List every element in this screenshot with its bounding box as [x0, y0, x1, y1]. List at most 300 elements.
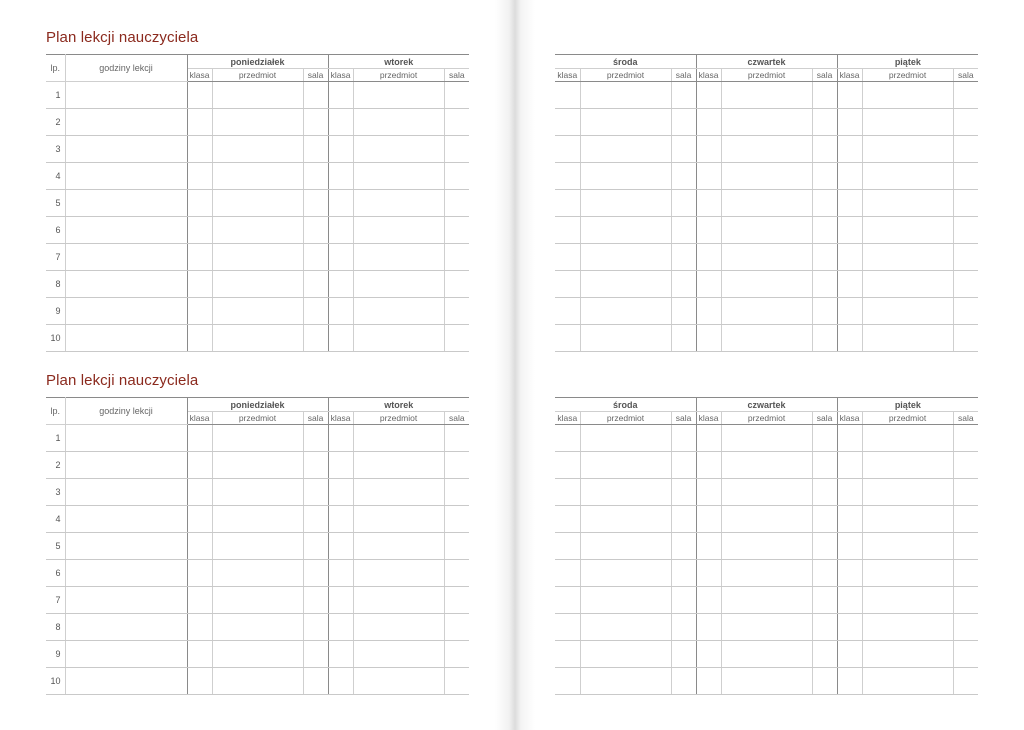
schedule-cell[interactable]: [812, 163, 837, 190]
hours-cell[interactable]: [65, 163, 187, 190]
schedule-cell[interactable]: [953, 506, 978, 533]
hours-cell[interactable]: [65, 533, 187, 560]
schedule-cell[interactable]: [862, 82, 953, 109]
schedule-cell[interactable]: [696, 217, 721, 244]
schedule-cell[interactable]: [953, 298, 978, 325]
schedule-cell[interactable]: [555, 506, 580, 533]
schedule-cell[interactable]: [555, 533, 580, 560]
schedule-cell[interactable]: [555, 217, 580, 244]
schedule-cell[interactable]: [353, 190, 444, 217]
schedule-cell[interactable]: [953, 425, 978, 452]
schedule-cell[interactable]: [812, 190, 837, 217]
hours-cell[interactable]: [65, 587, 187, 614]
schedule-cell[interactable]: [187, 271, 212, 298]
schedule-cell[interactable]: [580, 217, 671, 244]
hours-cell[interactable]: [65, 190, 187, 217]
schedule-cell[interactable]: [303, 425, 328, 452]
schedule-cell[interactable]: [721, 614, 812, 641]
schedule-cell[interactable]: [187, 298, 212, 325]
schedule-cell[interactable]: [444, 533, 469, 560]
schedule-cell[interactable]: [187, 190, 212, 217]
schedule-cell[interactable]: [580, 641, 671, 668]
schedule-cell[interactable]: [555, 641, 580, 668]
schedule-cell[interactable]: [671, 82, 696, 109]
schedule-cell[interactable]: [328, 325, 353, 352]
schedule-cell[interactable]: [696, 668, 721, 695]
schedule-cell[interactable]: [212, 533, 303, 560]
schedule-cell[interactable]: [671, 479, 696, 506]
schedule-cell[interactable]: [212, 506, 303, 533]
schedule-cell[interactable]: [187, 82, 212, 109]
schedule-cell[interactable]: [444, 506, 469, 533]
schedule-cell[interactable]: [580, 425, 671, 452]
schedule-cell[interactable]: [328, 506, 353, 533]
schedule-cell[interactable]: [671, 244, 696, 271]
schedule-cell[interactable]: [862, 452, 953, 479]
schedule-cell[interactable]: [696, 82, 721, 109]
schedule-cell[interactable]: [212, 190, 303, 217]
schedule-cell[interactable]: [862, 163, 953, 190]
schedule-cell[interactable]: [862, 614, 953, 641]
schedule-cell[interactable]: [721, 190, 812, 217]
schedule-cell[interactable]: [671, 217, 696, 244]
schedule-cell[interactable]: [812, 641, 837, 668]
schedule-cell[interactable]: [862, 190, 953, 217]
schedule-cell[interactable]: [696, 587, 721, 614]
schedule-cell[interactable]: [303, 271, 328, 298]
schedule-cell[interactable]: [328, 163, 353, 190]
schedule-cell[interactable]: [580, 614, 671, 641]
schedule-cell[interactable]: [555, 271, 580, 298]
schedule-cell[interactable]: [444, 82, 469, 109]
schedule-cell[interactable]: [671, 533, 696, 560]
schedule-cell[interactable]: [671, 452, 696, 479]
schedule-cell[interactable]: [580, 190, 671, 217]
schedule-cell[interactable]: [212, 587, 303, 614]
schedule-cell[interactable]: [953, 217, 978, 244]
schedule-cell[interactable]: [580, 271, 671, 298]
schedule-cell[interactable]: [696, 109, 721, 136]
schedule-cell[interactable]: [953, 452, 978, 479]
hours-cell[interactable]: [65, 217, 187, 244]
schedule-cell[interactable]: [444, 136, 469, 163]
schedule-cell[interactable]: [721, 668, 812, 695]
schedule-cell[interactable]: [555, 479, 580, 506]
schedule-cell[interactable]: [862, 298, 953, 325]
schedule-cell[interactable]: [580, 244, 671, 271]
schedule-cell[interactable]: [303, 190, 328, 217]
schedule-cell[interactable]: [862, 587, 953, 614]
hours-cell[interactable]: [65, 109, 187, 136]
schedule-cell[interactable]: [862, 325, 953, 352]
schedule-cell[interactable]: [862, 668, 953, 695]
schedule-cell[interactable]: [837, 217, 862, 244]
schedule-cell[interactable]: [953, 82, 978, 109]
schedule-cell[interactable]: [187, 244, 212, 271]
hours-cell[interactable]: [65, 325, 187, 352]
schedule-cell[interactable]: [187, 587, 212, 614]
schedule-cell[interactable]: [353, 587, 444, 614]
schedule-cell[interactable]: [837, 109, 862, 136]
schedule-cell[interactable]: [444, 244, 469, 271]
schedule-cell[interactable]: [696, 325, 721, 352]
schedule-cell[interactable]: [187, 479, 212, 506]
schedule-cell[interactable]: [212, 325, 303, 352]
schedule-cell[interactable]: [187, 217, 212, 244]
schedule-cell[interactable]: [837, 668, 862, 695]
schedule-cell[interactable]: [953, 587, 978, 614]
schedule-cell[interactable]: [187, 109, 212, 136]
schedule-cell[interactable]: [328, 190, 353, 217]
schedule-cell[interactable]: [837, 298, 862, 325]
schedule-cell[interactable]: [187, 614, 212, 641]
schedule-cell[interactable]: [555, 425, 580, 452]
schedule-cell[interactable]: [671, 109, 696, 136]
schedule-cell[interactable]: [353, 533, 444, 560]
schedule-cell[interactable]: [555, 587, 580, 614]
schedule-cell[interactable]: [837, 452, 862, 479]
schedule-cell[interactable]: [212, 244, 303, 271]
schedule-cell[interactable]: [328, 452, 353, 479]
schedule-cell[interactable]: [353, 668, 444, 695]
schedule-cell[interactable]: [212, 452, 303, 479]
schedule-cell[interactable]: [353, 163, 444, 190]
schedule-cell[interactable]: [580, 479, 671, 506]
schedule-cell[interactable]: [812, 82, 837, 109]
schedule-cell[interactable]: [353, 479, 444, 506]
schedule-cell[interactable]: [444, 668, 469, 695]
schedule-cell[interactable]: [812, 298, 837, 325]
schedule-cell[interactable]: [303, 560, 328, 587]
schedule-cell[interactable]: [303, 506, 328, 533]
schedule-cell[interactable]: [837, 82, 862, 109]
schedule-cell[interactable]: [580, 533, 671, 560]
hours-cell[interactable]: [65, 506, 187, 533]
schedule-cell[interactable]: [721, 325, 812, 352]
schedule-cell[interactable]: [328, 533, 353, 560]
schedule-cell[interactable]: [555, 452, 580, 479]
schedule-cell[interactable]: [721, 298, 812, 325]
schedule-cell[interactable]: [353, 109, 444, 136]
schedule-cell[interactable]: [671, 163, 696, 190]
hours-cell[interactable]: [65, 614, 187, 641]
hours-cell[interactable]: [65, 668, 187, 695]
schedule-cell[interactable]: [303, 641, 328, 668]
schedule-cell[interactable]: [953, 479, 978, 506]
hours-cell[interactable]: [65, 425, 187, 452]
schedule-cell[interactable]: [328, 668, 353, 695]
schedule-cell[interactable]: [812, 560, 837, 587]
schedule-cell[interactable]: [862, 560, 953, 587]
schedule-cell[interactable]: [580, 506, 671, 533]
schedule-cell[interactable]: [212, 425, 303, 452]
schedule-cell[interactable]: [671, 325, 696, 352]
schedule-cell[interactable]: [696, 163, 721, 190]
schedule-cell[interactable]: [862, 244, 953, 271]
schedule-cell[interactable]: [328, 479, 353, 506]
schedule-cell[interactable]: [328, 587, 353, 614]
schedule-cell[interactable]: [862, 425, 953, 452]
schedule-cell[interactable]: [862, 533, 953, 560]
schedule-cell[interactable]: [187, 452, 212, 479]
schedule-cell[interactable]: [555, 244, 580, 271]
schedule-cell[interactable]: [353, 244, 444, 271]
schedule-cell[interactable]: [953, 668, 978, 695]
schedule-cell[interactable]: [671, 560, 696, 587]
schedule-cell[interactable]: [862, 271, 953, 298]
schedule-cell[interactable]: [696, 560, 721, 587]
schedule-cell[interactable]: [353, 452, 444, 479]
schedule-cell[interactable]: [580, 325, 671, 352]
schedule-cell[interactable]: [812, 452, 837, 479]
schedule-cell[interactable]: [696, 533, 721, 560]
schedule-cell[interactable]: [303, 163, 328, 190]
schedule-cell[interactable]: [837, 641, 862, 668]
schedule-cell[interactable]: [837, 163, 862, 190]
schedule-cell[interactable]: [444, 614, 469, 641]
schedule-cell[interactable]: [837, 587, 862, 614]
schedule-cell[interactable]: [328, 136, 353, 163]
schedule-cell[interactable]: [812, 271, 837, 298]
schedule-cell[interactable]: [328, 425, 353, 452]
hours-cell[interactable]: [65, 244, 187, 271]
schedule-cell[interactable]: [721, 217, 812, 244]
schedule-cell[interactable]: [580, 668, 671, 695]
schedule-cell[interactable]: [555, 190, 580, 217]
schedule-cell[interactable]: [328, 82, 353, 109]
hours-cell[interactable]: [65, 298, 187, 325]
schedule-cell[interactable]: [444, 325, 469, 352]
schedule-cell[interactable]: [812, 587, 837, 614]
schedule-cell[interactable]: [837, 479, 862, 506]
schedule-cell[interactable]: [555, 109, 580, 136]
schedule-cell[interactable]: [328, 298, 353, 325]
schedule-cell[interactable]: [353, 298, 444, 325]
schedule-cell[interactable]: [187, 136, 212, 163]
schedule-cell[interactable]: [328, 217, 353, 244]
schedule-cell[interactable]: [696, 506, 721, 533]
schedule-cell[interactable]: [671, 425, 696, 452]
schedule-cell[interactable]: [303, 614, 328, 641]
schedule-cell[interactable]: [353, 136, 444, 163]
schedule-cell[interactable]: [303, 325, 328, 352]
schedule-cell[interactable]: [671, 190, 696, 217]
schedule-cell[interactable]: [444, 163, 469, 190]
schedule-cell[interactable]: [721, 641, 812, 668]
schedule-cell[interactable]: [696, 271, 721, 298]
schedule-cell[interactable]: [212, 136, 303, 163]
schedule-cell[interactable]: [444, 479, 469, 506]
schedule-cell[interactable]: [812, 217, 837, 244]
schedule-cell[interactable]: [696, 244, 721, 271]
schedule-cell[interactable]: [953, 560, 978, 587]
schedule-cell[interactable]: [187, 641, 212, 668]
schedule-cell[interactable]: [721, 587, 812, 614]
schedule-cell[interactable]: [671, 271, 696, 298]
schedule-cell[interactable]: [353, 325, 444, 352]
schedule-cell[interactable]: [555, 298, 580, 325]
schedule-cell[interactable]: [696, 425, 721, 452]
schedule-cell[interactable]: [862, 109, 953, 136]
schedule-cell[interactable]: [696, 614, 721, 641]
schedule-cell[interactable]: [328, 109, 353, 136]
schedule-cell[interactable]: [812, 244, 837, 271]
schedule-cell[interactable]: [555, 668, 580, 695]
schedule-cell[interactable]: [303, 452, 328, 479]
schedule-cell[interactable]: [187, 163, 212, 190]
schedule-cell[interactable]: [837, 425, 862, 452]
schedule-cell[interactable]: [555, 82, 580, 109]
schedule-cell[interactable]: [580, 452, 671, 479]
schedule-cell[interactable]: [812, 668, 837, 695]
schedule-cell[interactable]: [555, 325, 580, 352]
schedule-cell[interactable]: [444, 298, 469, 325]
hours-cell[interactable]: [65, 271, 187, 298]
schedule-cell[interactable]: [953, 533, 978, 560]
schedule-cell[interactable]: [303, 109, 328, 136]
schedule-cell[interactable]: [812, 533, 837, 560]
schedule-cell[interactable]: [953, 325, 978, 352]
schedule-cell[interactable]: [812, 325, 837, 352]
schedule-cell[interactable]: [862, 479, 953, 506]
schedule-cell[interactable]: [721, 244, 812, 271]
schedule-cell[interactable]: [862, 217, 953, 244]
schedule-cell[interactable]: [812, 506, 837, 533]
schedule-cell[interactable]: [353, 217, 444, 244]
schedule-cell[interactable]: [328, 271, 353, 298]
schedule-cell[interactable]: [353, 560, 444, 587]
hours-cell[interactable]: [65, 136, 187, 163]
schedule-cell[interactable]: [671, 614, 696, 641]
schedule-cell[interactable]: [721, 425, 812, 452]
schedule-cell[interactable]: [671, 587, 696, 614]
schedule-cell[interactable]: [187, 425, 212, 452]
schedule-cell[interactable]: [696, 298, 721, 325]
schedule-cell[interactable]: [837, 533, 862, 560]
schedule-cell[interactable]: [837, 190, 862, 217]
schedule-cell[interactable]: [353, 506, 444, 533]
schedule-cell[interactable]: [444, 190, 469, 217]
schedule-cell[interactable]: [721, 163, 812, 190]
schedule-cell[interactable]: [953, 271, 978, 298]
schedule-cell[interactable]: [580, 136, 671, 163]
schedule-cell[interactable]: [303, 298, 328, 325]
schedule-cell[interactable]: [671, 298, 696, 325]
schedule-cell[interactable]: [671, 136, 696, 163]
schedule-cell[interactable]: [353, 614, 444, 641]
schedule-cell[interactable]: [862, 641, 953, 668]
schedule-cell[interactable]: [212, 217, 303, 244]
schedule-cell[interactable]: [303, 82, 328, 109]
schedule-cell[interactable]: [212, 614, 303, 641]
schedule-cell[interactable]: [212, 82, 303, 109]
schedule-cell[interactable]: [212, 668, 303, 695]
schedule-cell[interactable]: [212, 163, 303, 190]
schedule-cell[interactable]: [837, 614, 862, 641]
schedule-cell[interactable]: [812, 136, 837, 163]
schedule-cell[interactable]: [721, 452, 812, 479]
schedule-cell[interactable]: [212, 479, 303, 506]
hours-cell[interactable]: [65, 479, 187, 506]
schedule-cell[interactable]: [353, 271, 444, 298]
schedule-cell[interactable]: [212, 109, 303, 136]
schedule-cell[interactable]: [353, 82, 444, 109]
schedule-cell[interactable]: [444, 425, 469, 452]
schedule-cell[interactable]: [187, 325, 212, 352]
schedule-cell[interactable]: [721, 82, 812, 109]
schedule-cell[interactable]: [671, 641, 696, 668]
schedule-cell[interactable]: [303, 587, 328, 614]
schedule-cell[interactable]: [212, 298, 303, 325]
schedule-cell[interactable]: [812, 109, 837, 136]
schedule-cell[interactable]: [444, 271, 469, 298]
schedule-cell[interactable]: [580, 82, 671, 109]
schedule-cell[interactable]: [212, 271, 303, 298]
schedule-cell[interactable]: [671, 506, 696, 533]
schedule-cell[interactable]: [444, 452, 469, 479]
schedule-cell[interactable]: [953, 244, 978, 271]
hours-cell[interactable]: [65, 641, 187, 668]
schedule-cell[interactable]: [721, 479, 812, 506]
schedule-cell[interactable]: [721, 560, 812, 587]
schedule-cell[interactable]: [580, 587, 671, 614]
schedule-cell[interactable]: [721, 136, 812, 163]
schedule-cell[interactable]: [444, 217, 469, 244]
schedule-cell[interactable]: [721, 109, 812, 136]
schedule-cell[interactable]: [187, 506, 212, 533]
schedule-cell[interactable]: [580, 163, 671, 190]
schedule-cell[interactable]: [812, 614, 837, 641]
schedule-cell[interactable]: [303, 668, 328, 695]
schedule-cell[interactable]: [696, 479, 721, 506]
schedule-cell[interactable]: [862, 136, 953, 163]
schedule-cell[interactable]: [671, 668, 696, 695]
schedule-cell[interactable]: [953, 614, 978, 641]
schedule-cell[interactable]: [444, 587, 469, 614]
schedule-cell[interactable]: [953, 136, 978, 163]
schedule-cell[interactable]: [580, 109, 671, 136]
schedule-cell[interactable]: [328, 614, 353, 641]
schedule-cell[interactable]: [837, 136, 862, 163]
schedule-cell[interactable]: [953, 109, 978, 136]
schedule-cell[interactable]: [696, 136, 721, 163]
schedule-cell[interactable]: [696, 190, 721, 217]
schedule-cell[interactable]: [212, 560, 303, 587]
schedule-cell[interactable]: [953, 163, 978, 190]
hours-cell[interactable]: [65, 560, 187, 587]
schedule-cell[interactable]: [812, 425, 837, 452]
schedule-cell[interactable]: [328, 641, 353, 668]
schedule-cell[interactable]: [721, 533, 812, 560]
schedule-cell[interactable]: [444, 560, 469, 587]
schedule-cell[interactable]: [580, 298, 671, 325]
schedule-cell[interactable]: [837, 325, 862, 352]
schedule-cell[interactable]: [837, 244, 862, 271]
schedule-cell[interactable]: [187, 668, 212, 695]
schedule-cell[interactable]: [721, 271, 812, 298]
schedule-cell[interactable]: [953, 190, 978, 217]
schedule-cell[interactable]: [303, 244, 328, 271]
schedule-cell[interactable]: [837, 271, 862, 298]
schedule-cell[interactable]: [187, 533, 212, 560]
schedule-cell[interactable]: [555, 163, 580, 190]
schedule-cell[interactable]: [812, 479, 837, 506]
schedule-cell[interactable]: [721, 506, 812, 533]
schedule-cell[interactable]: [303, 217, 328, 244]
schedule-cell[interactable]: [862, 506, 953, 533]
schedule-cell[interactable]: [837, 560, 862, 587]
schedule-cell[interactable]: [303, 479, 328, 506]
